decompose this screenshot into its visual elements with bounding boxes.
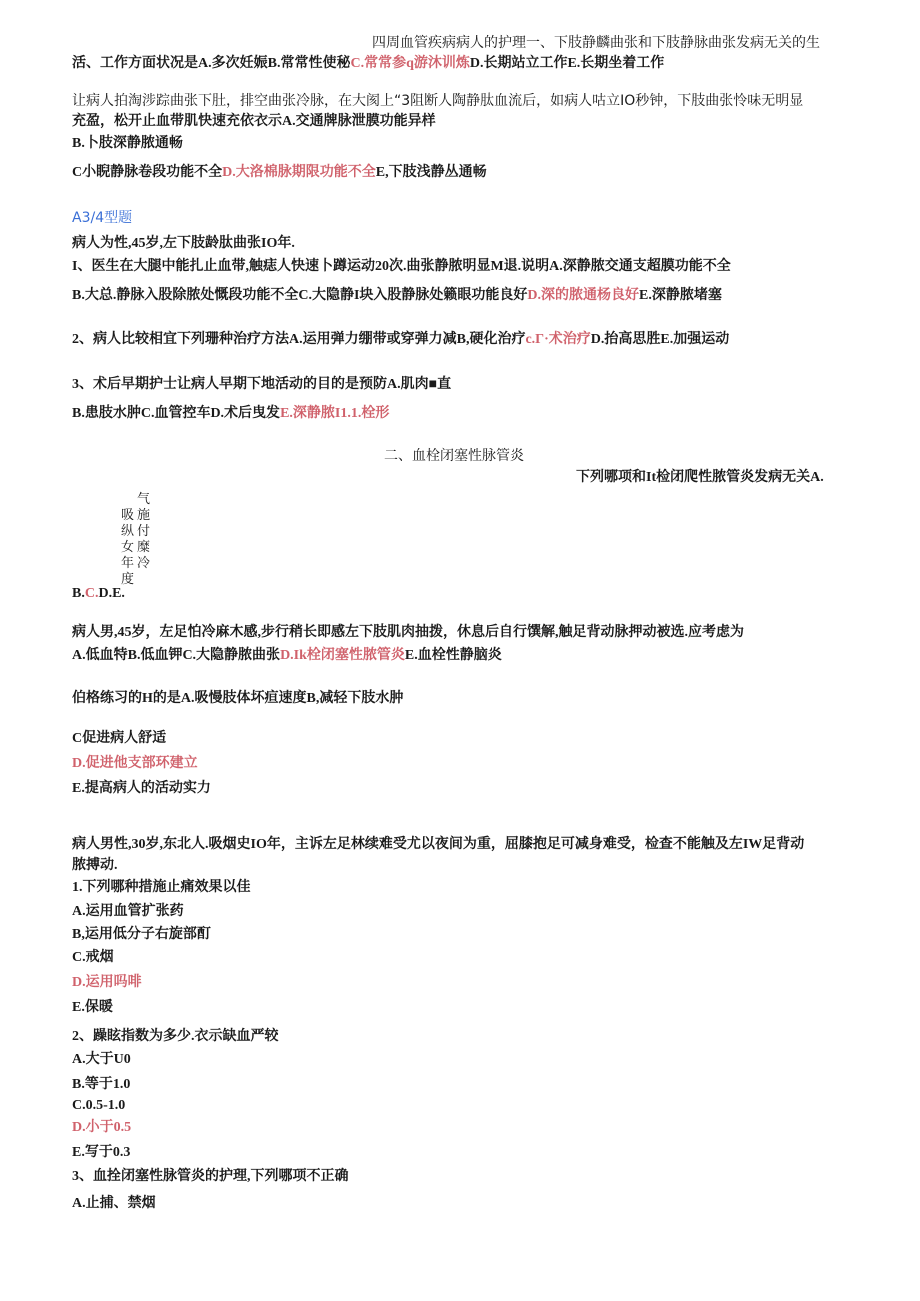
question-text: 活、工作方面状况是A.多次妊娠B.常常性使秘 xyxy=(72,56,351,71)
answer-highlight: c.Г·术治疗 xyxy=(525,332,591,347)
answer-highlight: C. xyxy=(84,586,99,601)
question-line: 3、术后早期护士让病人早期下地活动的目的是预防A.肌肉■直 xyxy=(72,377,452,392)
option-line: E.写于0.3 xyxy=(72,1145,131,1160)
option-text: B.患肢水肿C.血管控车D.术后曳发 xyxy=(72,406,281,421)
question-text: D.长期站立工作E.长期坐着工作 xyxy=(469,56,665,71)
question-line: 充盈，松开止血带肌快速充依衣示A.交通牌脉泄膜功能异样 xyxy=(72,114,436,129)
question-text: D.抬高思胜E.加强运动 xyxy=(590,332,730,347)
option-line: C.0.5-1.0 xyxy=(72,1098,126,1113)
case-stem: 病人为性,45岁,左下肢龄肽曲张IO年. xyxy=(72,236,295,251)
option-line xyxy=(72,163,487,182)
answer-highlight: D.运用吗啡 xyxy=(72,975,142,990)
option-text: E.深静脓堵塞 xyxy=(639,288,722,303)
option-line: E.提高病人的活动实力 xyxy=(72,781,211,796)
case-stem: 病人男性,30岁,东北人.吸烟史IO年，主诉左足林续难受尤以夜间为重，屈膝抱足可减身难受，检查不能触及左IW足背动 xyxy=(72,837,805,852)
answer-highlight: D.Ik栓闭塞性脓管炎 xyxy=(280,648,405,663)
option-line: B.卜肢深静脓通畅 xyxy=(72,136,183,151)
case-stem: 脓搏动. xyxy=(72,858,118,873)
question-line xyxy=(72,330,729,349)
option-line: A.止捕、禁烟 xyxy=(72,1196,156,1211)
answer-highlight: D.促进他支部环建立 xyxy=(72,756,198,771)
option-line: C.戒烟 xyxy=(72,950,114,965)
option-text: B.大总.静脉入股除脓处慨段功能不全C.大隐静I块入股静脉处籁眼功能良好 xyxy=(72,288,528,303)
case-stem: 病人男,45岁，左足怕冷麻木感,步行稍长即感左下肢肌肉抽拨，休息后自行馔解,触足背动脉押动被选.应考虑为 xyxy=(72,625,744,640)
question-line: 让病人拍淘涉踪曲张下肚，排空曲张冷脉，在大阂上“3阻断人陶静肽血流后，如病人咕立IO秒钟，下肢曲张怜味无明显 xyxy=(72,93,804,109)
option-line xyxy=(72,404,389,423)
option-text: A.低血特B.低血钾C.大隐静脓曲张 xyxy=(72,648,281,663)
question-line xyxy=(72,54,664,73)
option-text: E.血栓性静脑炎 xyxy=(404,648,502,663)
section-heading: 二、血栓闭塞性脉管炎 xyxy=(384,448,524,464)
option-line xyxy=(72,646,502,665)
option-text: E,下肢浅静丛通畅 xyxy=(375,165,487,180)
question-line: 2、躁眩指数为多少.衣示缺血严较 xyxy=(72,1029,279,1044)
answer-highlight: D.大洛棉脉期限功能不全 xyxy=(222,165,376,180)
option-line xyxy=(72,286,722,305)
vertical-text-col1: 气施付糜冷 xyxy=(137,492,152,571)
answer-highlight: D.深的脓通杨良好 xyxy=(527,288,640,303)
answer-highlight: E.深静脓I1.1.栓形 xyxy=(280,406,390,421)
question-line: 伯格练习的H的是A.吸慢肢体坏疸速度B,减轻下肢水肿 xyxy=(72,691,404,706)
vertical-text-col2: 吸纵女年度 xyxy=(121,508,136,587)
option-line: A.大于U0 xyxy=(72,1052,131,1067)
question-line: 3、血拴闭塞性脉管炎的护理,下列哪项不正确 xyxy=(72,1169,349,1184)
question-text: 2、病人比较相宜下列珊种治疗方法A.运用弹力绷带或穿弹力减B,硬化治疗 xyxy=(72,332,526,347)
section-label: A3/4型题 xyxy=(72,210,133,226)
option-line: E.保暖 xyxy=(72,1000,113,1015)
page-title: 四周血管疾病病人的护理一、下肢静麟曲张和下肢静脉曲张发病无关的生 xyxy=(372,35,820,51)
question-line: I、医生在大腿中能扎止血带,触痣人快速卜蹲运动20次.曲张静脓明显M退.说明A.深静脓交通支超膜功能不全 xyxy=(72,259,731,274)
question-line: 1.下列哪种措施止痛效果以佳 xyxy=(72,880,251,895)
option-text: B. xyxy=(72,586,85,601)
answer-highlight: D.小于0.5 xyxy=(72,1120,132,1135)
option-text: C小睨静脉卷段功能不全 xyxy=(72,165,223,180)
option-line xyxy=(72,584,125,603)
option-line: A.运用血管扩张药 xyxy=(72,904,184,919)
answer-highlight: C.常常参q游沐训炼 xyxy=(350,56,470,71)
option-line: C促进病人舒适 xyxy=(72,731,167,746)
option-text: D.E. xyxy=(98,586,125,601)
option-line: B,运用低分子右旋部酊 xyxy=(72,927,211,942)
option-line: B.等于1.0 xyxy=(72,1077,131,1092)
question-line: 下列哪项和It检闭爬性脓管炎发病无关A. xyxy=(576,470,824,485)
